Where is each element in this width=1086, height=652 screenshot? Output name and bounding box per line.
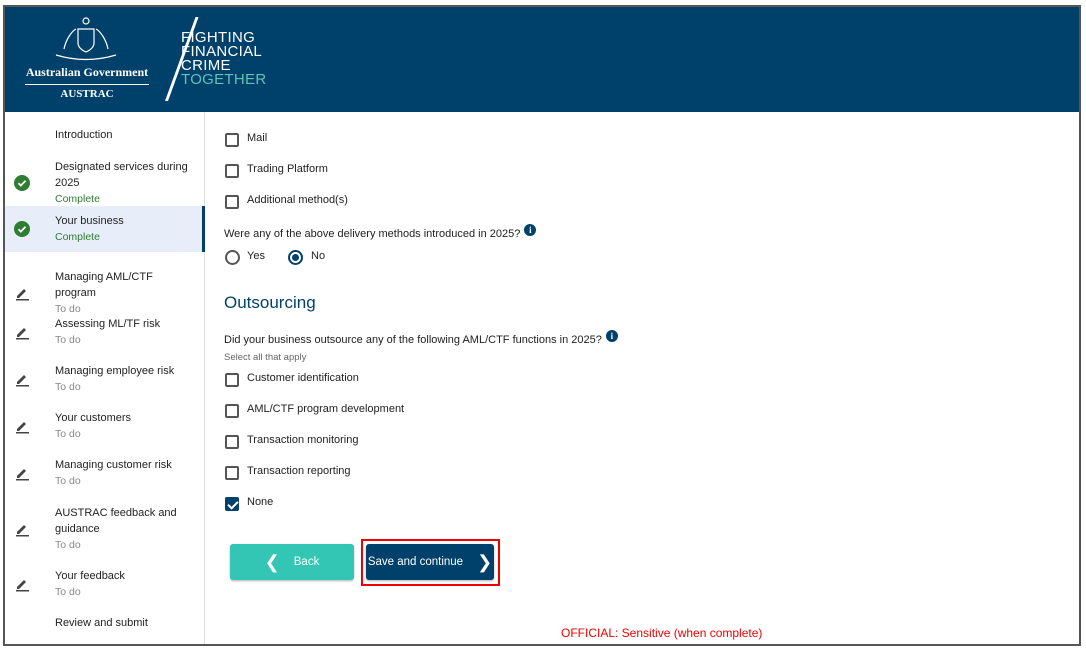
- radio-yes[interactable]: [225, 250, 240, 265]
- header: [5, 7, 1079, 112]
- sidebar-item[interactable]: [5, 316, 205, 348]
- check-circle-icon: [14, 175, 30, 191]
- checkbox-customer-identification[interactable]: [225, 373, 239, 387]
- info-icon[interactable]: i: [524, 224, 536, 236]
- pencil-icon: [14, 285, 30, 301]
- sidebar-item-label: Review and submit: [55, 617, 148, 629]
- pencil-icon: [14, 324, 30, 340]
- checkbox-transaction-reporting[interactable]: [225, 466, 239, 480]
- sidebar-item-label: Introduction: [55, 129, 113, 141]
- pencil-icon: [14, 371, 30, 387]
- main-content: [205, 112, 1079, 646]
- radio-no[interactable]: [288, 250, 303, 265]
- back-button[interactable]: [230, 544, 354, 580]
- outsourcing-question: [224, 331, 618, 346]
- pencil-icon: [14, 465, 30, 481]
- chevron-right-icon: ❯: [477, 552, 493, 572]
- classification-label: OFFICIAL: Sensitive (when complete): [561, 626, 763, 640]
- checkbox-additional-methods[interactable]: [225, 195, 239, 209]
- pencil-icon: [14, 521, 30, 537]
- tagline-logo: [181, 31, 266, 87]
- checkbox-program-development[interactable]: [225, 404, 239, 418]
- sidebar-item-status: To do: [55, 475, 81, 487]
- gov-name: Australian Government: [25, 65, 149, 79]
- sidebar-item-label: Your customers: [55, 412, 132, 424]
- gov-logo-text: [9, 65, 165, 100]
- sidebar-item[interactable]: [5, 127, 205, 143]
- sidebar-item[interactable]: [5, 568, 205, 600]
- app-frame: [3, 5, 1081, 646]
- sidebar-item-label: AUSTRAC feedback and guidance: [55, 507, 177, 535]
- sidebar-item[interactable]: [5, 363, 205, 395]
- sidebar-item-status: Complete: [55, 231, 100, 243]
- sidebar-item-label: Your business: [55, 215, 124, 227]
- sidebar-item-status: To do: [55, 428, 81, 440]
- section-heading: Outsourcing: [224, 293, 316, 312]
- pencil-icon: [14, 418, 30, 434]
- button-label: Back: [293, 556, 320, 568]
- info-icon[interactable]: i: [606, 330, 618, 342]
- sidebar-item-label: Managing customer risk: [55, 459, 172, 471]
- sidebar-item-label: Assessing ML/TF risk: [55, 318, 161, 330]
- check-circle-icon: [14, 221, 30, 237]
- sidebar-item-status: To do: [55, 334, 81, 346]
- save-and-continue-button[interactable]: [366, 544, 494, 580]
- checkbox-trading-platform[interactable]: [225, 164, 239, 178]
- button-label: Save and continue: [367, 556, 464, 568]
- tagline-line: FINANCIAL: [181, 43, 263, 60]
- checkbox-label: Mail: [247, 132, 268, 144]
- radio-label: Yes: [247, 250, 265, 262]
- sidebar-item[interactable]: [5, 206, 205, 252]
- checkbox-label: None: [247, 496, 274, 508]
- question-text: Were any of the above delivery methods introduced in 2025?: [224, 228, 521, 240]
- sidebar-item-status: To do: [55, 303, 81, 315]
- checkbox-none[interactable]: [225, 497, 239, 511]
- sidebar-nav: [5, 112, 205, 646]
- tagline-line: FIGHTING: [181, 29, 256, 46]
- sidebar-item-label: Designated services during 2025: [55, 161, 188, 189]
- sidebar-item-label: Managing AML/CTF program: [55, 271, 153, 299]
- checkbox-label: Trading Platform: [247, 163, 328, 175]
- agency-name: AUSTRAC: [60, 88, 114, 100]
- pencil-icon: [14, 576, 30, 592]
- checkbox-label: Transaction reporting: [247, 465, 351, 477]
- sidebar-item[interactable]: [5, 269, 205, 317]
- coat-of-arms-logo: [50, 15, 122, 63]
- sidebar-item-status: Complete: [55, 193, 100, 205]
- sidebar-item-label: Your feedback: [55, 570, 125, 582]
- tagline-line: TOGETHER: [181, 71, 267, 88]
- sidebar-item[interactable]: [5, 159, 205, 207]
- sidebar-item-status: To do: [55, 381, 81, 393]
- delivery-question: [224, 225, 536, 240]
- sidebar-item-label: Managing employee risk: [55, 365, 175, 377]
- sidebar-item[interactable]: [5, 457, 205, 489]
- sidebar-item[interactable]: [5, 505, 205, 553]
- checkbox-label: Customer identification: [247, 372, 359, 384]
- sidebar-item-status: To do: [55, 586, 81, 598]
- checkbox-transaction-monitoring[interactable]: [225, 435, 239, 449]
- checkbox-label: AML/CTF program development: [247, 403, 405, 415]
- sidebar-item[interactable]: [5, 410, 205, 442]
- sidebar-item[interactable]: [5, 615, 205, 631]
- checkbox-label: Transaction monitoring: [247, 434, 359, 446]
- tagline-line: CRIME: [181, 57, 231, 74]
- question-text: Did your business outsource any of the following AML/CTF functions in 2025?: [224, 334, 602, 346]
- sidebar-item-status: To do: [55, 539, 81, 551]
- checkbox-mail[interactable]: [225, 133, 239, 147]
- chevron-left-icon: ❮: [264, 552, 280, 572]
- help-text: Select all that apply: [224, 352, 307, 363]
- checkbox-label: Additional method(s): [247, 194, 348, 206]
- radio-label: No: [311, 250, 326, 262]
